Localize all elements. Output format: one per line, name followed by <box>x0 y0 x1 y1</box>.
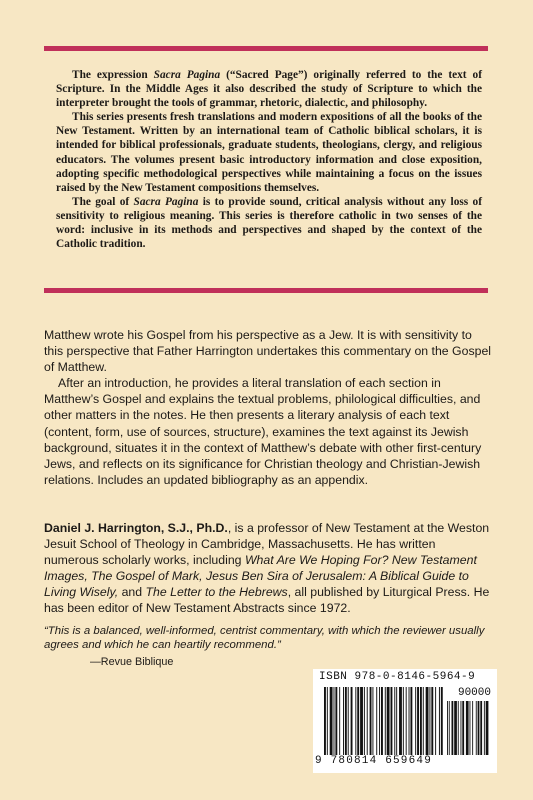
price-code: 90000 <box>457 687 491 699</box>
barcode-bar <box>324 687 326 755</box>
barcode-bar <box>327 687 328 755</box>
ean-digits: 9 780814 659649 <box>315 755 433 767</box>
barcode-bar <box>372 687 373 755</box>
barcode-bar <box>343 687 344 755</box>
author-bio: Daniel J. Harrington, S.J., Ph.D., is a professor of New Testament at the Weston Jesuit School of Theology in Cambridge, Massachusetts. He has written numerous scholarly works, including What Are We Hoping For? New Testament Images, The Gospel of Mark, Jesus Ben Sira of Jerusalem: A Biblical Guide to Living Wisely, and The Letter to the Hebrews, all published by Liturgical Press. He has been editor of New Testament Abstracts since 1972. <box>44 521 490 616</box>
barcode-bar <box>410 687 412 755</box>
barcode-bar <box>415 687 416 755</box>
barcode-bar <box>394 687 395 755</box>
addon-bar <box>462 701 464 755</box>
barcode-bar <box>429 687 430 755</box>
barcode-bar <box>385 687 386 755</box>
addon-bar <box>472 701 473 755</box>
barcode-bar <box>423 687 424 755</box>
barcode-panel <box>313 669 497 773</box>
addon-bar <box>478 701 480 755</box>
barcode-bar <box>420 687 422 755</box>
barcode-bar <box>334 687 335 755</box>
barcode-bar <box>431 687 433 755</box>
description-paragraph-1: Matthew wrote his Gospel from his perspective as a Jew. It is with sensitivity to this perspective that Father Harrington undertakes this commentary on the Gospel of Matthew. <box>44 328 492 375</box>
addon-bar <box>458 701 459 755</box>
barcode-bar <box>379 687 380 755</box>
addon-bar <box>466 701 469 755</box>
barcode-bar <box>330 687 333 755</box>
barcode-bar <box>409 687 410 755</box>
addon-bar <box>470 701 471 755</box>
isbn-label: ISBN 978-0-8146-5964-9 <box>319 671 476 683</box>
barcode-bar <box>403 687 404 755</box>
addon-bar <box>486 701 489 755</box>
description-paragraph-2: After an introduction, he provides a literal translation of each section in Matthew’s Gospel and explains the textual problems, philological difficulties, and other matters in the notes. He then presents a literary analysis of each text (content, form, use of sources, structure), examines the text against its Jewish background, situates it in the context of Matthew’s debate with other first-century Jews, and reflects on its significance for Christian theology and Christian-Jewish relations. Includes an updated bibliography as an appendix. <box>44 376 482 487</box>
barcode-bar <box>345 687 347 755</box>
barcode-bar <box>387 687 390 755</box>
barcode-bar <box>417 687 419 755</box>
barcode-bar <box>355 687 356 755</box>
author-name: Daniel J. Harrington, S.J., Ph.D. <box>44 521 228 535</box>
addon-bar <box>452 701 454 755</box>
barcode-bar <box>391 687 393 755</box>
top-divider-rule <box>44 46 488 51</box>
series-paragraph-1: The expression Sacra Pagina (“Sacred Page”) originally referred to the text of Scripture. In the Middle Ages it also described the study of Scripture to which the interpreter brought the tools of grammar, rhetoric, dialectic, and philosophy. <box>56 69 482 110</box>
addon-bar <box>449 701 450 755</box>
works-list: What Are We Hoping For? New Testament Images, The Gospel of Mark, Jesus Ben Sira of Jerusalem: A Biblical Guide to Living Wisely, <box>44 553 477 600</box>
bottom-divider-rule <box>44 288 488 293</box>
barcode-bar <box>396 687 397 755</box>
review-source: —Revue Biblique <box>90 656 174 668</box>
barcode-bar <box>364 687 365 755</box>
addon-bar <box>484 701 485 755</box>
book-description <box>44 327 492 488</box>
addon-bar <box>454 701 457 755</box>
review-quote: “This is a balanced, well-informed, centrist commentary, with which the reviewer usually agrees and which he can heartily recommend.” <box>44 625 485 652</box>
addon-bar <box>480 701 482 755</box>
barcode-bar <box>406 687 407 755</box>
barcode-bar <box>360 687 363 755</box>
barcode-bar <box>351 687 353 755</box>
barcode-bar <box>348 687 349 755</box>
addon-bar <box>461 701 462 755</box>
barcode-bar <box>370 687 372 755</box>
series-description <box>56 68 482 251</box>
barcode-bar <box>399 687 402 755</box>
barcode-bar <box>426 687 429 755</box>
barcode-bar <box>439 687 440 755</box>
addon-bar <box>476 701 477 755</box>
barcode-bar <box>335 687 337 755</box>
barcode-bar <box>357 687 359 755</box>
series-paragraph-2: This series presents fresh translations and modern expositions of all the books of the New Testament. Written by an international team of Catholic biblical scholars, it is intended for biblical professionals, graduate students, theologians, clergy, and religious educators. The volumes present basic introductory information and close exposition, adopting specific methodological perspectives while maintaining a focus on the issues raised by the New Testament compositions themselves. <box>56 111 482 194</box>
series-paragraph-3: The goal of Sacra Pagina is to provide sound, critical analysis without any loss of sensitivity to religious meaning. This series is therefore catholic in two senses of the word: inclusive in its methods and perspectives and shaped by the context of the Catholic tradition. <box>56 195 482 251</box>
barcode-bar <box>441 687 443 755</box>
addon-bar <box>447 701 448 755</box>
barcode-bar <box>367 687 368 755</box>
barcode-bar <box>435 687 436 755</box>
barcode-bar <box>376 687 377 755</box>
barcode-bar <box>339 687 340 755</box>
barcode-bar <box>381 687 383 755</box>
